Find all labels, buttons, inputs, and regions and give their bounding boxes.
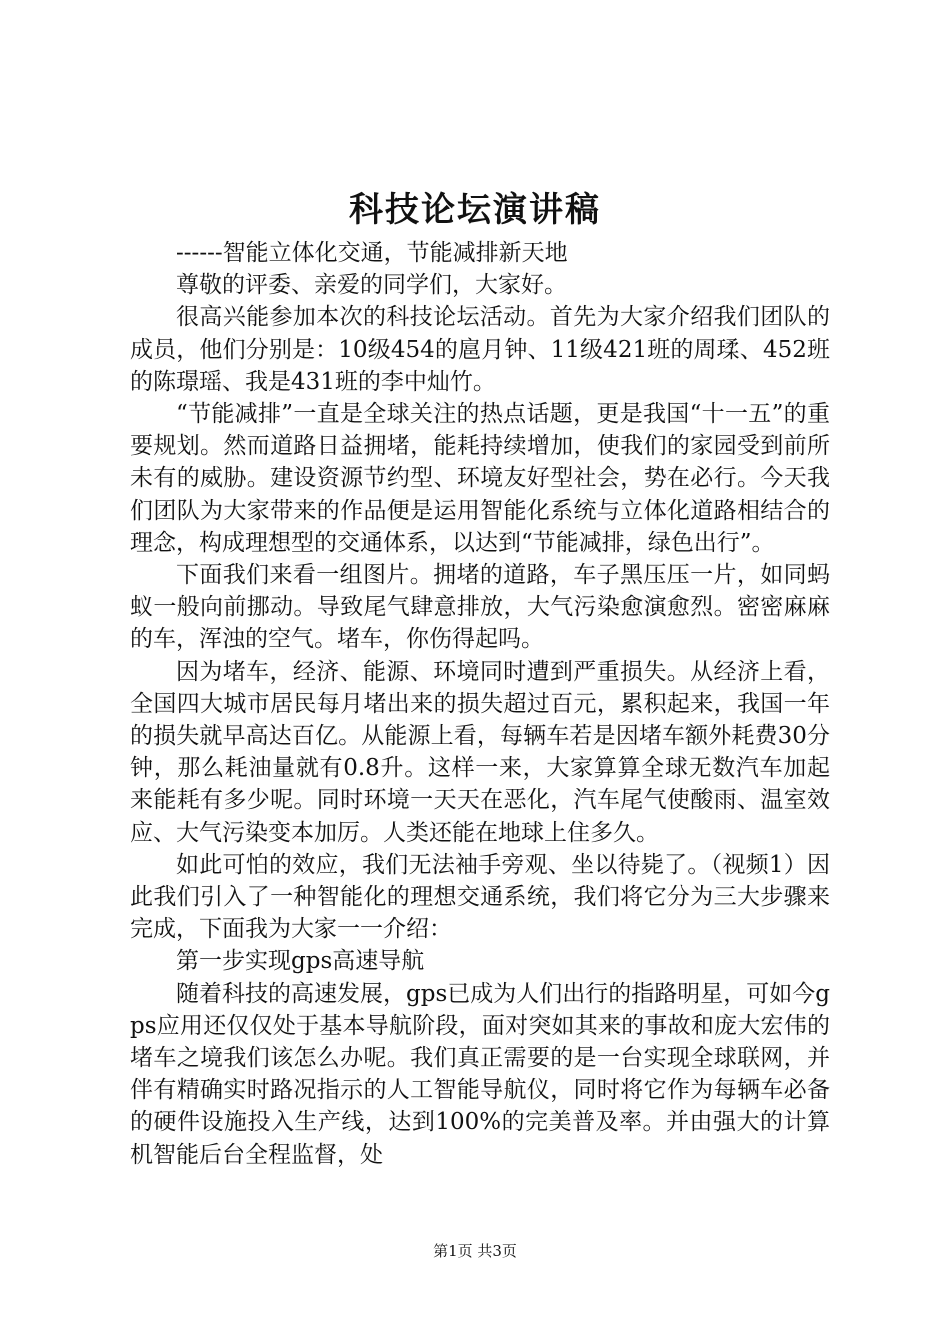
body-paragraph: 因为堵车，经济、能源、环境同时遭到严重损失。从经济上看，全国四大城市居民每月堵出来的损失超过百元，累积起来，我国一年的损失就早高达百亿。从能源上看，每辆车若是因堵车额外耗费30分钟，那么耗油量就有0.8升。这样一来，大家算算全球无数汽车加起来能耗有多少呢。同时环境一天天在恶化，汽车尾气使酸雨、温室效应、大气污染变本加厉。人类还能在地球上住多久。: [130, 658, 830, 846]
body-paragraph: 随着科技的高速发展，gps已成为人们出行的指路明星，可如今gps应用还仅仅处于基本导航阶段，面对突如其来的事故和庞大宏伟的堵车之境我们该怎么办呢。我们真正需要的是一台实现全球联网，并伴有精确实时路况指示的人工智能导航仪，同时将它作为每辆车必备的硬件设施投入生产线，达到100%的完美普及率。并由强大的计算机智能后台全程监督，处: [130, 980, 830, 1168]
page-number-footer: 第1页 共3页: [433, 1242, 517, 1260]
body-paragraph: 如此可怕的效应，我们无法袖手旁观、坐以待毙了。（视频1）因此我们引入了一种智能化的理想交通系统，我们将它分为三大步骤来完成，下面我为大家一一介绍：: [130, 851, 830, 943]
body-paragraph: “节能减排”一直是全球关注的热点话题，更是我国“十一五”的重要规划。然而道路日益拥堵，能耗持续增加，使我们的家园受到前所未有的威胁。建设资源节约型、环境友好型社会，势在必行。今天我们团队为大家带来的作品便是运用智能化系统与立体化道路相结合的理念，构成理想型的交通体系，以达到“节能减排，绿色出行”。: [130, 401, 830, 556]
body-paragraph: 下面我们来看一组图片。拥堵的道路，车子黑压压一片，如同蚂蚁一般向前挪动。导致尾气肆意排放，大气污染愈演愈烈。密密麻麻的车，浑浊的空气。堵车，你伤得起吗。: [130, 562, 830, 653]
subtitle-paragraph: ------智能立体化交通，节能减排新天地: [176, 240, 568, 266]
body-paragraph: 很高兴能参加本次的科技论坛活动。首先为大家介绍我们团队的成员，他们分别是：10级454的扈月钟、11级421班的周瑈、452班的陈璟瑶、我是431班的李中灿竹。: [130, 304, 830, 395]
document-body: [130, 237, 830, 1171]
greeting-paragraph: 尊敬的评委、亲爱的同学们，大家好。: [176, 272, 567, 299]
section-heading: 第一步实现gps高速导航: [176, 948, 425, 975]
document-title: 科技论坛演讲稿: [349, 190, 601, 230]
